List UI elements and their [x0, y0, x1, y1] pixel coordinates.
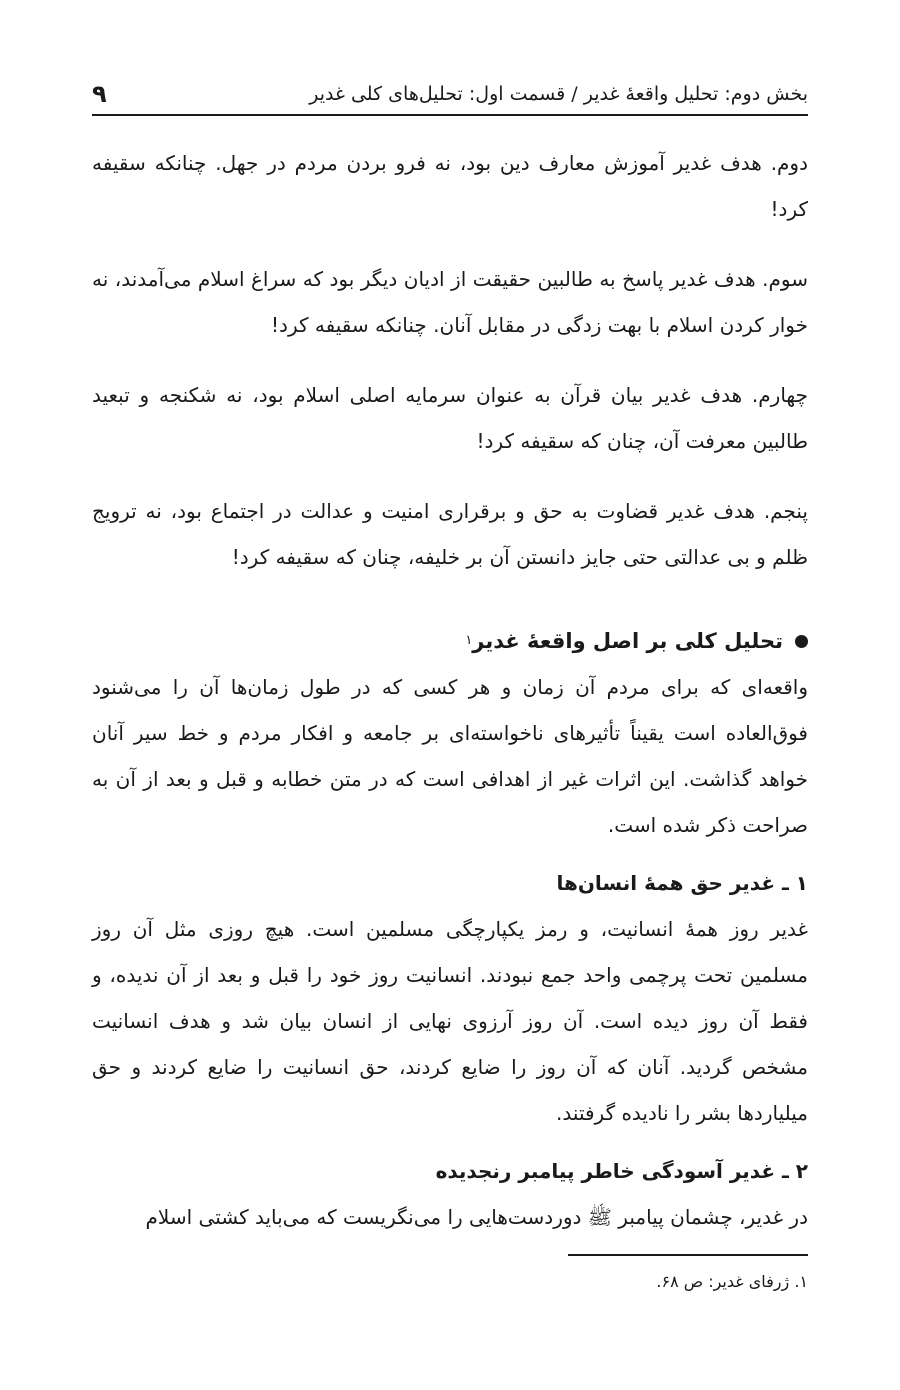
- page-header: [92, 74, 808, 116]
- subsection-heading-2: ۲ ـ غدیر آسودگی خاطر پیامبر رنجدیده: [435, 1159, 808, 1183]
- paragraph-fourth-goal: چهارم. هدف غدیر بیان قرآن به عنوان سرمایه اصلی اسلام بود، نه شکنجه و تبعید طالبین معرفت آن، چنان که سقیفه کرد!: [92, 383, 808, 453]
- footnote-reference[interactable]: ۱: [465, 633, 473, 648]
- book-page: [92, 0, 808, 1390]
- section-heading-text: تحلیل کلی بر اصل واقعهٔ غدیر: [472, 629, 783, 653]
- footnote-divider: [568, 1254, 808, 1256]
- paragraph-third-goal: سوم. هدف غدیر پاسخ به طالبین حقیقت از ادیان دیگر بود که سراغ اسلام می‌آمدند، نه خوار کردن اسلام با بهت زدگی در مقابل آنان. چنانکه سقیفه کرد!: [92, 267, 808, 337]
- running-head: بخش دوم: تحلیل واقعهٔ غدیر / قسمت اول: تحلیل‌های کلی غدیر: [309, 83, 808, 105]
- page-number: ۹: [92, 80, 107, 108]
- paragraph-second-goal: دوم. هدف غدیر آموزش معارف دین بود، نه فرو بردن مردم در جهل. چنانکه سقیفه کرد!: [92, 151, 808, 221]
- page-body: [92, 140, 808, 1240]
- subsection-heading-1: ۱ ـ غدیر حق همهٔ انسان‌ها: [556, 871, 808, 895]
- subsection-paragraph-1: غدیر روز همهٔ انسانیت، و رمز یکپارچگی مسلمین است. هیچ روزی مثل آن روز مسلمین تحت پرچمی واحد جمع نبودند. انسانیت روز خود را قبل و بعد از آن ندیده، و فقط آن روز دیده است. آن روز آرزوی نهایی از انسان بیان شد و هدف انسانیت مشخص گردید. آنان که آن روز را ضایع کردند، حق انسانیت را ضایع کردند و حق میلیاردها بشر را نادیده گرفتند.: [92, 917, 808, 1125]
- paragraph-fifth-goal: پنجم. هدف غدیر قضاوت به حق و برقراری امنیت و عدالت در اجتماع بود، نه ترویج ظلم و بی عدالتی حتی جایز دانستن آن بر خلیفه، چنان که سقیفه کرد!: [92, 499, 808, 569]
- bullet-icon: [795, 635, 808, 648]
- section-intro-paragraph: واقعه‌ای که برای مردم آن زمان و هر کسی که در طول زمان‌ها آن را می‌شنود فوق‌العاده است یقیناً تأثیرهای ناخواسته‌ای بر جامعه و افکار مردم و خط سیر آنان خواهد گذاشت. این اثرات غیر از اهدافی است که در متن خطابه و قبل و بعد از آن به صراحت ذکر شده است.: [92, 675, 808, 837]
- section-heading: [92, 618, 808, 664]
- subsection-paragraph-2: در غدیر، چشمان پیامبر ﷺ دوردست‌هایی را می‌نگریست که می‌باید کشتی اسلام: [145, 1205, 808, 1229]
- footnote: ۱. ژرفای غدیر: ص ۶۸.: [656, 1272, 808, 1291]
